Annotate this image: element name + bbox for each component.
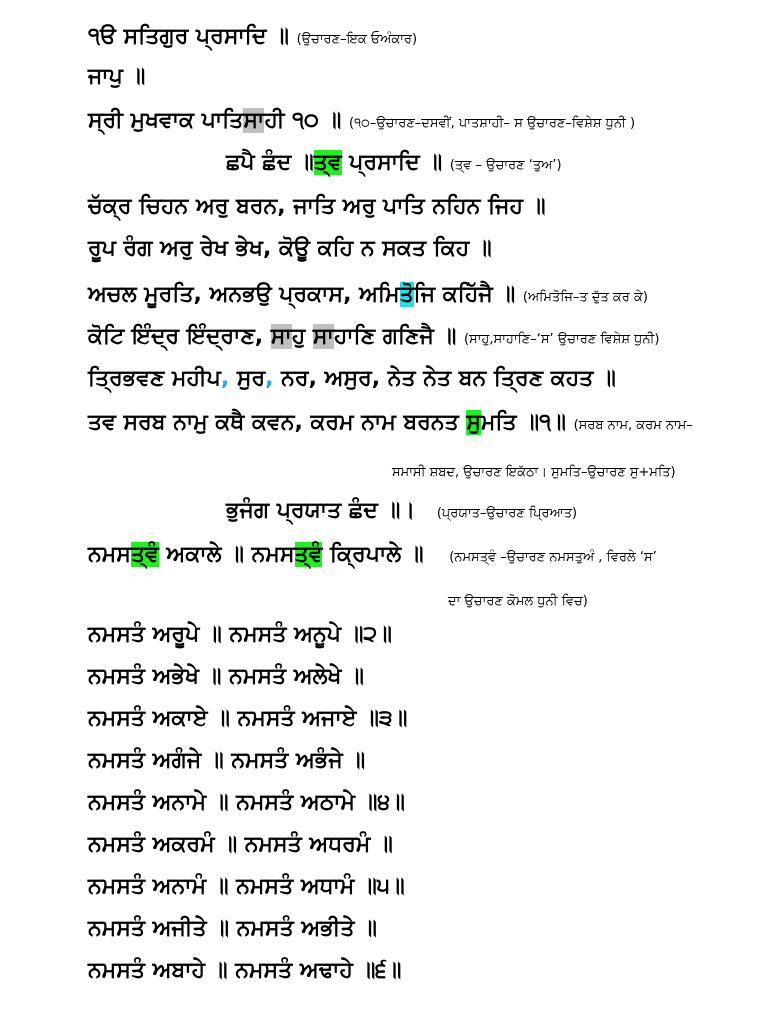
- verse-6-text: ਨਮਸਤੰ ਅਕਰਮੰ ॥ ਨਮਸਤੰ ਅਧਰਮੰ ॥: [88, 832, 393, 857]
- mukhvak-note: (੧੦–ਉਚਾਰਣ–ਦਸਵੀਂ, ਪਾਤਸ਼ਾਹੀ– ਸ ਉਚਾਰਣ–ਵਿਸ਼ੇਸ਼ ਧੁਨੀ ): [349, 116, 636, 131]
- line-13-highlight-2: ਤ੍ਵੰ: [294, 542, 323, 567]
- line-9-text-b: ਸੁਰ: [229, 366, 266, 391]
- line-9-blue-comma-1: ,: [220, 366, 230, 391]
- line-5: [88, 192, 546, 222]
- line-mukhvak: [88, 106, 635, 139]
- verse-5: [88, 788, 405, 818]
- verse-4-text: ਨਮਸਤੰ ਅਗੰਜੇ ॥ ਨਮਸਤੰ ਅਭੰਜੇ ॥: [88, 748, 366, 773]
- verse-1: [88, 620, 392, 650]
- japu-text: ਜਾਪੁ ॥: [88, 64, 146, 89]
- line-9-text-c: ਨਰ, ਅਸੁਰ, ਨੇਤ ਨੇਤ ਬਨ ਤ੍ਰਿਣ ਕਹਤ ॥: [273, 366, 616, 391]
- line-8-text-a: ਕੋਟਿ ਇੰਦ੍ਰ ਇੰਦ੍ਰਾਣ,: [88, 324, 271, 349]
- line-13-highlight-1: ਤ੍ਵੰ: [130, 542, 159, 567]
- verse-9-text: ਨਮਸਤੰ ਅਬਾਹੇ ॥ ਨਮਸਤੰ ਅਢਾਹੇ ॥੬॥: [88, 958, 402, 983]
- line-6-text: ਰੂਪ ਰੰਗ ਅਰੁ ਰੇਖ ਭੇਖ, ਕੋਊ ਕਹਿ ਨ ਸਕਤ ਕਿਹ ॥: [88, 236, 492, 261]
- mukhvak-text-a: ਸ੍ਰੀ ਮੁਖਵਾਕ ਪਾਤਿ: [88, 108, 244, 133]
- chhapai-text-a: ਛਪੈ ਛੰਦ ॥: [226, 150, 314, 175]
- line-7: [88, 280, 648, 313]
- bhujang-text: ਭੁਜੰਗ ਪ੍ਰਯਾਤ ਛੰਦ ॥।: [226, 498, 416, 523]
- verse-4: [88, 746, 365, 776]
- verse-9: [88, 956, 401, 986]
- mukhvak-highlight: ਸਾ: [243, 108, 265, 133]
- line-9: [88, 364, 616, 394]
- mukhvak-text-b: ਹੀ ੧੦ ॥: [264, 108, 342, 133]
- line-10-text-a: ਤਵ ਸਰਬ ਨਾਮੁ ਕਥੈ ਕਵਨ, ਕਰਮ ਨਾਮ ਬਰਨਤ: [88, 410, 467, 435]
- verse-7-text: ਨਮਸਤੰ ਅਨਾਮੰ ॥ ਨਮਸਤੰ ਅਧਾਮੰ ॥੫॥: [88, 874, 405, 899]
- line-9-text-a: ਤ੍ਰਿਭਵਣ ਮਹੀਪ: [88, 366, 221, 391]
- verse-7: [88, 872, 405, 902]
- heading-text: ੧ੳ ਸਤਿਗੁਰ ਪ੍ਰਸਾਦਿ ॥: [88, 24, 289, 49]
- line-heading: [88, 22, 417, 55]
- line-bhujang: [226, 496, 577, 529]
- line-8-text-b: ਹੁ: [291, 324, 313, 349]
- line-13-text-c: ਕ੍ਰਿਪਾਲੇ ॥: [322, 542, 424, 567]
- verse-8: [88, 914, 377, 944]
- verse-3: [88, 704, 407, 734]
- line-8: [88, 322, 659, 355]
- line-9-blue-comma-2: ,: [265, 366, 274, 391]
- line-8-highlight-2: ਸਾ: [312, 324, 334, 349]
- line-10-text-b: ਮਤਿ ॥੧॥: [481, 410, 566, 435]
- verse-6: [88, 830, 393, 860]
- line-14: [448, 584, 588, 617]
- chhapai-text-b: ਪ੍ਰਸਾਦਿ ॥: [341, 150, 443, 175]
- line-13-note: (ਨਮਸਤ੍ਵੰ –ਉਚਾਰਣ ਨਮਸਤੁਅੰ , ਵਿਰਲੇ ‘ਸ’: [449, 550, 657, 565]
- verse-3-text: ਨਮਸਤੰ ਅਕਾਏ ॥ ਨਮਸਤੰ ਅਜਾਏ ॥੩॥: [88, 706, 408, 731]
- line-5-text: ਚੱਕ੍ਰ ਚਿਹਨ ਅਰੁ ਬਰਨ, ਜਾਤਿ ਅਰੁ ਪਾਤਿ ਨਹਿਨ ਜਿਹ ॥: [88, 194, 546, 219]
- line-13: [88, 540, 657, 573]
- line-13-text-a: ਨਮਸ: [88, 542, 131, 567]
- verse-1-text: ਨਮਸਤੰ ਅਰੂਪੇ ॥ ਨਮਸਤੰ ਅਨੂਪੇ ॥੨॥: [88, 622, 392, 647]
- chhapai-note: (ਤ੍ਵ – ਉਚਾਰਣ ‘ਤੁਅ’): [449, 158, 562, 173]
- line-11-note: ਸਮਾਸੀ ਸ਼ਬਦ, ਉਚਾਰਣ ਇਕੱਠਾ। ਸੁਮਤਿ–ਉਚਾਰਣ ਸੁ+ਮਤਿ): [392, 465, 676, 480]
- line-7-text-a: ਅਚਲ ਮੂਰਤਿ, ਅਨਭਉ ਪ੍ਰਕਾਸ, ਅਮਿ: [88, 282, 400, 307]
- line-10-note: (ਸਰਬ ਨਾਮ, ਕਰਮ ਨਾਮ–: [573, 418, 693, 433]
- line-13-text-b: ਅਕਾਲੇ ॥ ਨਮਸ: [158, 542, 295, 567]
- line-14-note: ਦਾ ਉਚਾਰਣ ਕੋਮਲ ਧੁਨੀ ਵਿਚ): [448, 594, 588, 609]
- line-7-highlight: ਤੋ: [399, 282, 414, 307]
- verse-8-text: ਨਮਸਤੰ ਅਜੀਤੇ ॥ ਨਮਸਤੰ ਅਭੀਤੇ ॥: [88, 916, 377, 941]
- line-chhapai: [226, 148, 562, 181]
- line-8-highlight-1: ਸਾ: [270, 324, 292, 349]
- heading-note: (ਉਚਾਰਣ–ਇਕ ਓਅੰਕਾਰ): [296, 32, 418, 47]
- line-6: [88, 234, 492, 264]
- verse-2-text: ਨਮਸਤੰ ਅਭੇਖੇ ॥ ਨਮਸਤੰ ਅਲੇਖੇ ॥: [88, 664, 364, 689]
- line-7-note: (ਅਮਿਤੋਜਿ–ਤ ਦੁੱਤ ਕਰ ਕੇ): [522, 290, 648, 305]
- line-7-text-b: ਜਿ ਕਹਿੱਜੈ ॥: [413, 282, 516, 307]
- verse-2: [88, 662, 364, 692]
- line-10: [88, 408, 693, 441]
- line-8-note: (ਸਾਹੁ,ਸਾਹਾਣਿ–‘ਸ’ ਉਚਾਰਣ ਵਿਸ਼ੇਸ਼ ਧੁਨੀ): [463, 332, 660, 347]
- line-11: [392, 455, 676, 488]
- line-japu: [88, 62, 145, 92]
- line-8-text-c: ਹਾਣਿ ਗਣਿਜੈ ॥: [333, 324, 457, 349]
- chhapai-highlight: ਤ੍ਵ: [313, 150, 342, 175]
- line-10-highlight: ਸੁ: [466, 410, 481, 435]
- verse-5-text: ਨਮਸਤੰ ਅਨਾਮੇ ॥ ਨਮਸਤੰ ਅਠਾਮੇ ॥੪॥: [88, 790, 405, 815]
- bhujang-note: (ਪ੍ਰਯਾਤ–ਉਚਾਰਣ ਪ੍ਰਿਆਤ): [436, 506, 578, 521]
